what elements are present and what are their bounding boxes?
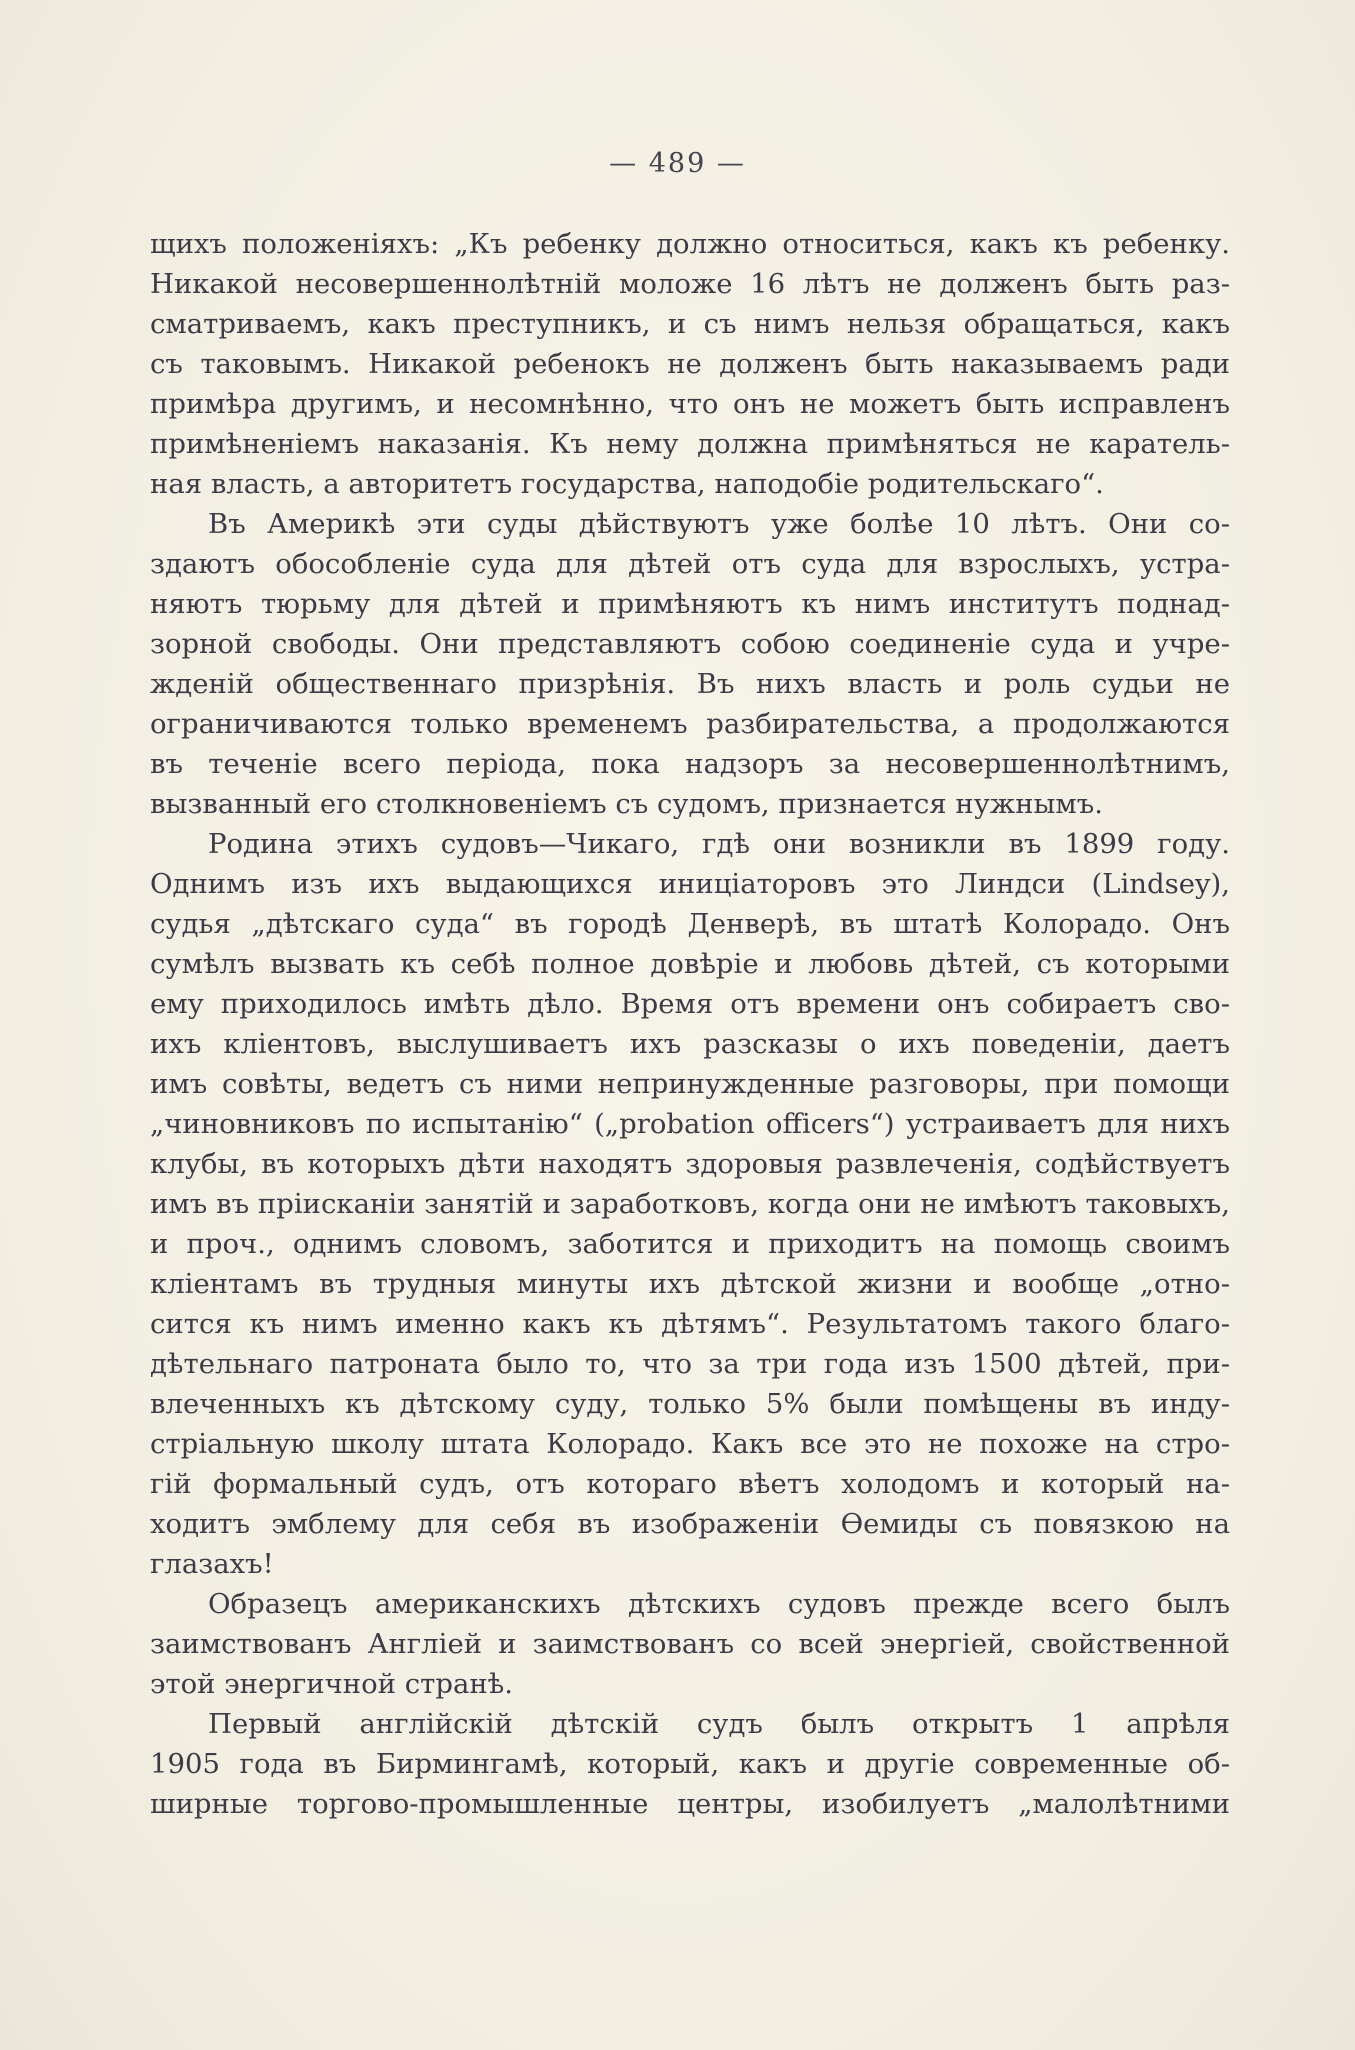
text-line: гій формальный судъ, отъ котораго вѣетъ холодомъ и который на- xyxy=(150,1468,1230,1500)
text-line: имъ совѣты, ведетъ съ ними непринужденные разговоры, при помощи xyxy=(150,1068,1230,1100)
text-line: кліентамъ въ трудныя минуты ихъ дѣтской жизни и вообще „отно- xyxy=(150,1268,1230,1300)
text-line: Въ Америкѣ эти суды дѣйствуютъ уже болѣе 10 лѣтъ. Они со- xyxy=(208,508,1230,540)
text-line: ограничиваются только временемъ разбирательства, а продолжаются xyxy=(150,708,1230,740)
text-line: сится къ нимъ именно какъ къ дѣтямъ“. Результатомъ такого благо- xyxy=(150,1308,1230,1340)
text-line: зорной свободы. Они представляютъ собою соединеніе суда и учре- xyxy=(150,628,1230,660)
text-line: вызванный его столкновеніемъ съ судомъ, признается нужнымъ. xyxy=(150,788,1104,820)
text-line: этой энергичной странѣ. xyxy=(150,1668,513,1700)
text-line: „чиновниковъ по испытанію“ („probation officers“) устраиваетъ для нихъ xyxy=(150,1108,1230,1140)
text-line: заимствованъ Англіей и заимствованъ со всей энергіей, свойственной xyxy=(150,1628,1230,1660)
text-line: Однимъ изъ ихъ выдающихся иниціаторовъ это Линдси (Lindsey), xyxy=(150,868,1230,900)
text-line: здаютъ обособленіе суда для дѣтей отъ суда для взрослыхъ, устра- xyxy=(150,548,1230,580)
text-line: ихъ кліентовъ, выслушиваетъ ихъ разсказы о ихъ поведеніи, даетъ xyxy=(150,1028,1230,1060)
text-line: щихъ положеніяхъ: „Къ ребенку должно относиться, какъ къ ребенку. xyxy=(150,228,1230,260)
text-line: сматриваемъ, какъ преступникъ, и съ нимъ нельзя обращаться, какъ xyxy=(150,308,1230,340)
paragraph-3 xyxy=(150,824,1230,1584)
paragraph-1 xyxy=(150,224,1230,504)
paragraph-4 xyxy=(150,1584,1230,1704)
text-line: Образецъ американскихъ дѣтскихъ судовъ прежде всего былъ xyxy=(208,1588,1230,1620)
text-line: ширные торгово-промышленные центры, изобилуетъ „малолѣтними xyxy=(150,1788,1230,1820)
paragraph-2 xyxy=(150,504,1230,824)
text-line: и проч., однимъ словомъ, заботится и приходитъ на помощь своимъ xyxy=(150,1228,1230,1260)
text-line: примѣра другимъ, и несомнѣнно, что онъ не можетъ быть исправленъ xyxy=(150,388,1230,420)
text-line: ему приходилось имѣть дѣло. Время отъ времени онъ собираетъ сво- xyxy=(150,988,1230,1020)
text-line: имъ въ пріисканіи занятій и заработковъ, когда они не имѣютъ таковыхъ, xyxy=(150,1188,1230,1220)
text-line: клубы, въ которыхъ дѣти находятъ здоровыя развлеченія, содѣйствуетъ xyxy=(150,1148,1230,1180)
text-line: Первый англійскій дѣтскій судъ былъ открытъ 1 апрѣля xyxy=(208,1708,1230,1740)
text-line: дѣтельнаго патроната было то, что за три года изъ 1500 дѣтей, при- xyxy=(150,1348,1230,1380)
text-line: жденій общественнаго призрѣнія. Въ нихъ власть и роль судьи не xyxy=(150,668,1230,700)
text-line: судья „дѣтскаго суда“ въ городѣ Денверѣ, въ штатѣ Колорадо. Онъ xyxy=(150,908,1230,940)
text-line: съ таковымъ. Никакой ребенокъ не долженъ быть наказываемъ ради xyxy=(150,348,1230,380)
text-line: влеченныхъ къ дѣтскому суду, только 5% были помѣщены въ инду- xyxy=(150,1388,1230,1420)
text-line: Никакой несовершеннолѣтній моложе 16 лѣтъ не долженъ быть раз- xyxy=(150,268,1230,300)
text-line: сумѣлъ вызвать къ себѣ полное довѣріе и любовь дѣтей, съ которыми xyxy=(150,948,1230,980)
text-line: въ теченіе всего періода, пока надзоръ за несовершеннолѣтнимъ, xyxy=(150,748,1230,780)
text-line: няютъ тюрьму для дѣтей и примѣняютъ къ нимъ институтъ поднад- xyxy=(150,588,1230,620)
text-line: Родина этихъ судовъ—Чикаго, гдѣ они возникли въ 1899 году. xyxy=(208,828,1230,860)
text-line: ная власть, а авторитетъ государства, наподобіе родительскаго“. xyxy=(150,468,1104,500)
text-line: примѣненіемъ наказанія. Къ нему должна примѣняться не каратель- xyxy=(150,428,1230,460)
page-number: — 489 — xyxy=(609,148,746,179)
paragraph-5 xyxy=(150,1704,1230,1824)
text-line: стріальную школу штата Колорадо. Какъ все это не похоже на стро- xyxy=(150,1428,1230,1460)
body-text xyxy=(150,224,1230,1824)
text-line: 1905 года въ Бирмингамѣ, который, какъ и другіе современные об- xyxy=(150,1748,1230,1780)
text-line: глазахъ! xyxy=(150,1548,274,1580)
text-line: ходитъ эмблему для себя въ изображеніи Ѳемиды съ повязкою на xyxy=(150,1508,1230,1540)
